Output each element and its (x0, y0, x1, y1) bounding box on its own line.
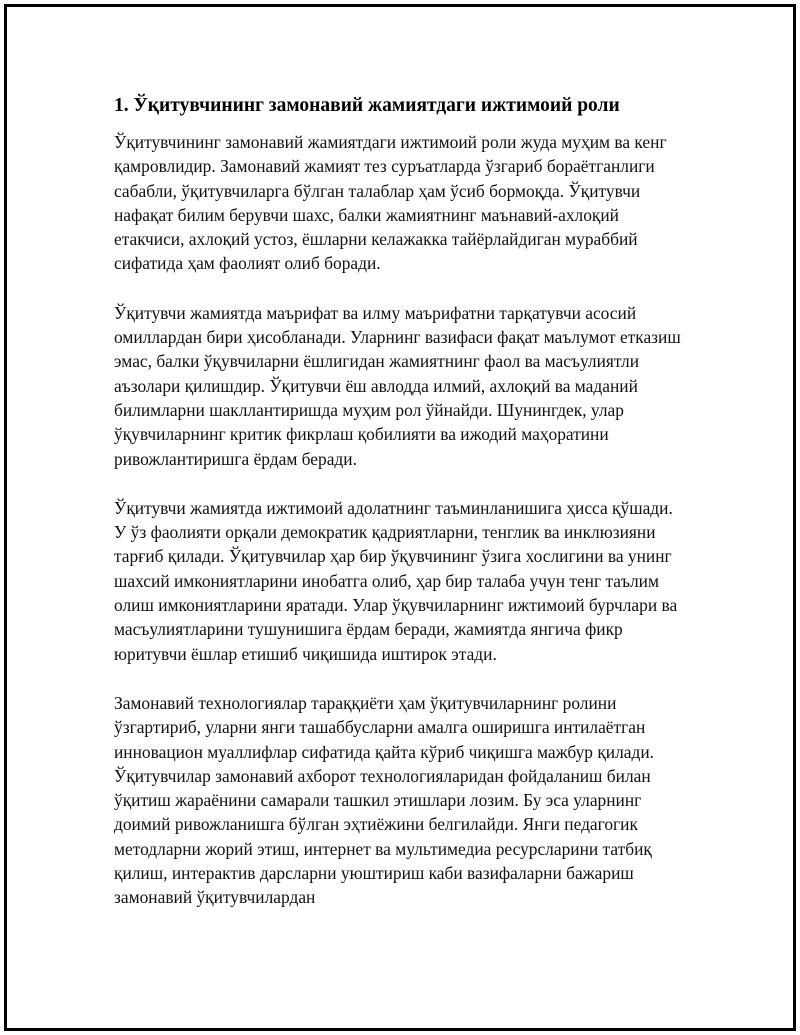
paragraph-3: Ўқитувчи жамиятда ижтимоий адолатнинг таъминланишига ҳисса қўшади. У ўз фаолияти орқали демократик қадриятларни, тенглик ва инклюзияни тарғиб қилади. Ўқитувчилар ҳар бир ўқувчининг ўзига хослигини ва унинг шахсий имкониятларини инобатга олиб, ҳар бир талаба учун тенг таълим олиш имкониятларини яратади. Улар ўқувчиларнинг ижтимоий бурчлари ва масъулиятларини тушунишига ёрдам беради, жамиятда янгича фикр юритувчи ёшлар етишиб чиқишида иштирок этади. (114, 497, 678, 664)
section-heading: 1. Ўқитувчининг замонавий жамиятдаги ижтимоий роли (114, 95, 620, 116)
document-body (114, 92, 684, 935)
paragraph-1: Ўқитувчининг замонавий жамиятдаги ижтимоий роли жуда муҳим ва кенг қамровлидир. Замонавий жамият тез суръатларда ўзгариб бораётганлиги сабабли, ўқитувчиларга бўлган талаблар ҳам ўсиб бормоқда. Ўқитувчи нафақат билим берувчи шахс, балки жамиятнинг маънавий-ахлоқий етакчиси, ахлоқий устоз, ёшларни келажакка тайёрлайдиган мураббий сифатида ҳам фаолият олиб боради. (114, 132, 667, 274)
paragraph-4: Замонавий технологиялар тараққиёти ҳам ўқитувчиларнинг ролини ўзгартириб, уларни янги ташаббусларни амалга оширишга интилаётган инновацион муаллифлар сифатида қайта кўриб чиқишга мажбур қилади. Ўқитувчилар замонавий ахборот технологияларидан фойдаланиш билан ўқитиш жараёнини самарали ташкил этишлари лозим. Бу эса уларнинг доимий ривожланишга бўлган эҳтиёжини белгилайди. Янги педагогик методларни жорий этиш, интернет ва мультимедиа ресурсларини татбиқ қилиш, интерактив дарсларни уюштириш каби вазифаларни бажариш замонавий ўқитувчилардан (114, 692, 655, 908)
paragraph-2: Ўқитувчи жамиятда маърифат ва илму маърифатни тарқатувчи асосий омиллардан бири ҳисобланади. Уларнинг вазифаси фақат маълумот етказиш эмас, балки ўқувчиларни ёшлигидан жамиятнинг фаол ва масъулиятли аъзолари қилишдир. Ўқитувчи ёш авлодда илмий, ахлоқий ва маданий билимларни шакллантиришда муҳим рол ўйнайди. Шунингдек, улар ўқувчиларнинг критик фикрлаш қобилияти ва ижодий маҳоратини ривожлантиришга ёрдам беради. (114, 302, 681, 469)
